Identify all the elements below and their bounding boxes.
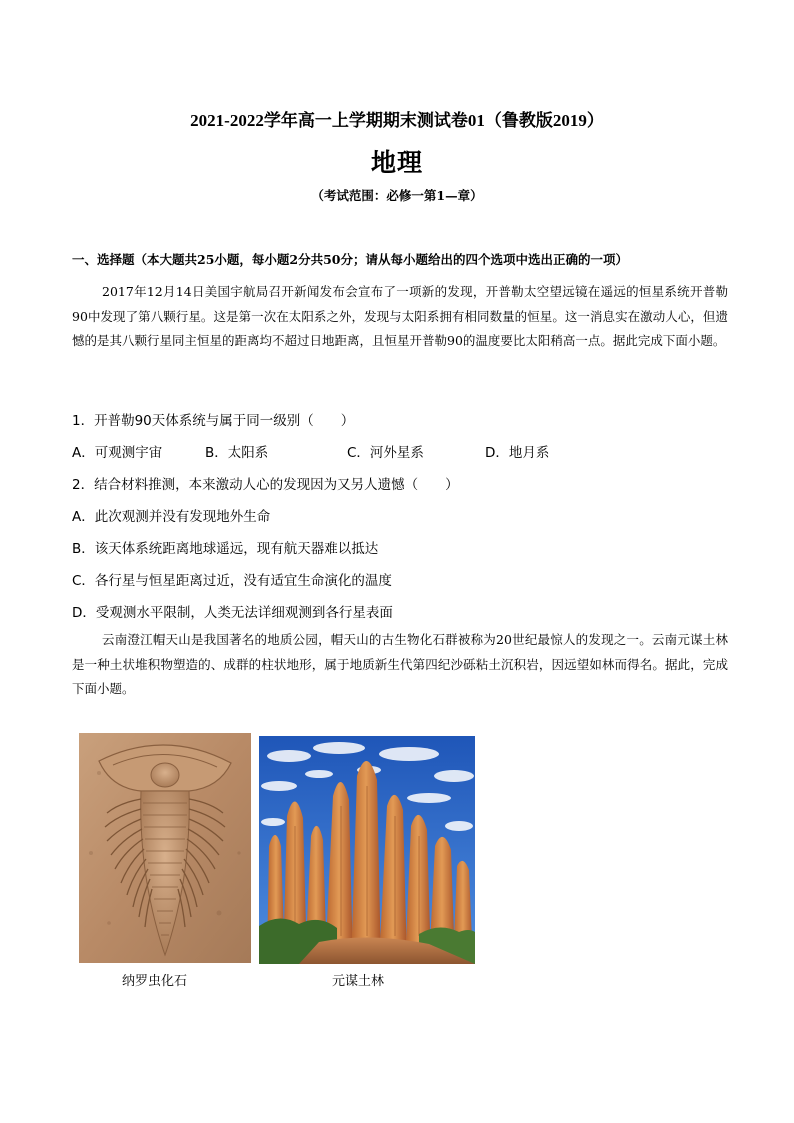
question-1-option-b[interactable]: B．太阳系 [205, 445, 269, 461]
section-heading: 一、选择题（本大题共25小题，每小题2分共50分；请从每小题给出的四个选项中选出正确的一项） [72, 252, 628, 267]
material-paragraph-1: 2017年12月14日美国宇航局召开新闻发布会宣布了一项新的发现，开普勒太空望远镜在遥远的恒星系统开普勒90中发现了第八颗行星。这是第一次在太阳系之外，发现与太阳系拥有相同数量的恒星。这一消息实在激动人心，但遗憾的是其八颗行星同主恒星的距离均不超过日地距离，且恒星开普勒90的温度要比太阳稍高一点。据此完成下面小题。 [72, 284, 728, 348]
subject-title: 地理 [370, 148, 423, 177]
yuanmou-earth-forest-image [259, 736, 475, 964]
material-paragraph-2: 云南澄江帽天山是我国著名的地质公园，帽天山的古生物化石群被称为20世纪最惊人的发现之一。云南元谋土林是一种土状堆积物塑造的、成群的柱状地形，属于地质新生代第四纪沙砾粘土沉积岩，因远望如林而得名。据此，完成下面小题。 [72, 632, 728, 696]
question-2-stem: 2．结合材料推测，本来激动人心的发现因为又另人遗憾（ ） [72, 477, 459, 493]
question-1-stem: 1．开普勒90天体系统与属于同一级别（ ） [72, 413, 355, 429]
exam-scope: （考试范围：必修一第1—章） [311, 188, 483, 203]
exam-title: 2021-2022学年高一上学期期末测试卷01（鲁教版2019） [190, 111, 604, 130]
forest-caption: 元谋土林 [332, 974, 385, 989]
question-2-option-c[interactable]: C．各行星与恒星距离过近，没有适宜生命演化的温度 [72, 573, 392, 589]
fossil-caption: 纳罗虫化石 [122, 974, 188, 989]
question-2-option-d[interactable]: D．受观测水平限制，人类无法详细观测到各行星表面 [72, 605, 393, 621]
question-2-option-b[interactable]: B．该天体系统距离地球遥远，现有航天器难以抵达 [72, 541, 379, 557]
question-1-option-a[interactable]: A．可观测宇宙 [72, 445, 163, 461]
question-1-option-d[interactable]: D．地月系 [485, 445, 550, 461]
question-2-option-a[interactable]: A．此次观测并没有发现地外生命 [72, 509, 271, 525]
question-1-option-c[interactable]: C．河外星系 [347, 445, 424, 461]
trilobite-fossil-image [79, 733, 251, 963]
